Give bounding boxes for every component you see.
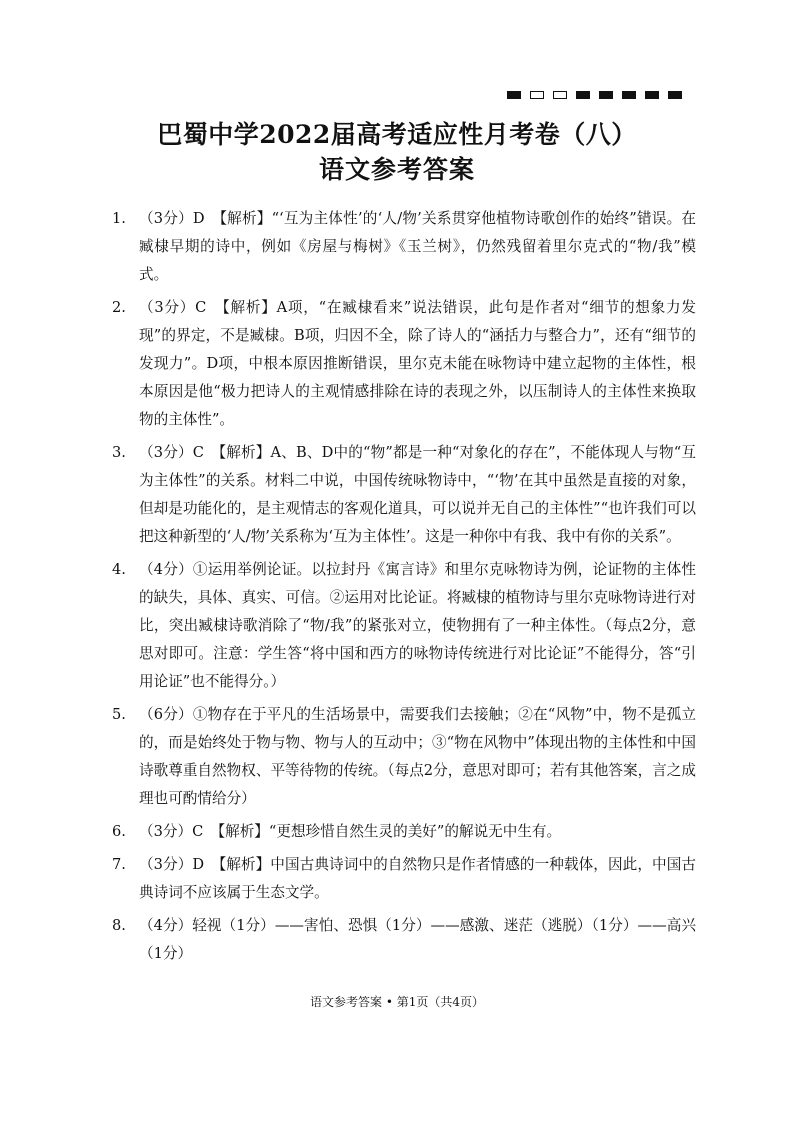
answer-number: 4. bbox=[112, 561, 126, 578]
page-footer: 语文参考答案 • 第1页（共4页） bbox=[310, 995, 484, 1009]
filled-square-mark bbox=[668, 91, 682, 99]
answer-text: （4分）轻视（1分）——害怕、恐惧（1分）——感激、迷茫（逃脱）（1分）——高兴（1分） bbox=[139, 917, 696, 962]
answer-number: 8. bbox=[112, 917, 126, 934]
answer-item-3 bbox=[112, 439, 696, 551]
answer-text: （4分）①运用举例论证。以拉封丹《寓言诗》和里尔克咏物诗为例，论证物的主体性的缺失，具体、真实、可信。②运用对比论证。将臧棣的植物诗与里尔克咏物诗进行对比，突出臧棣诗歌消除了“物/我”的紧张对立，使物拥有了一种主体性。（每点2分，意思对即可。注意：学生答“将中国和西方的咏物诗传统进行对比论证”不能得分，答“引用论证”也不能得分。） bbox=[139, 561, 696, 690]
answer-list bbox=[112, 205, 696, 973]
answer-item-6 bbox=[112, 818, 696, 846]
answer-text: （6分）①物存在于平凡的生活场景中，需要我们去接触；②在“风物”中，物不是孤立的，而是始终处于物与物、物与人的互动中；③“物在风物中”体现出物的主体性和中国诗歌尊重自然物权、平等待物的传统。（每点2分，意思对即可；若有其他答案，言之成理也可酌情给分） bbox=[139, 706, 696, 807]
answer-number: 2. bbox=[112, 299, 126, 316]
filled-square-mark bbox=[507, 91, 521, 99]
answer-text: （3分）C 【解析】A项，“在臧棣看来”说法错误，此句是作者对“细节的想象力发现”的界定，不是臧棣。B项，归因不全，除了诗人的“涵括力与整合力”，还有“细节的发现力”。D项，中根本原因推断错误，里尔克未能在咏物诗中建立起物的主体性，根本原因是他“极力把诗人的主观情感排除在诗的表现之外，以压制诗人的主体性来换取物的主体性”。 bbox=[139, 299, 696, 428]
answer-number: 7. bbox=[112, 856, 126, 873]
filled-square-mark bbox=[576, 91, 590, 99]
answer-number: 1. bbox=[112, 210, 126, 227]
empty-square-mark bbox=[553, 91, 567, 99]
answer-item-7 bbox=[112, 851, 696, 907]
filled-square-mark bbox=[599, 91, 613, 99]
answer-text: （3分）C 【解析】A、B、D中的“物”都是一种“对象化的存在”，不能体现人与物“互为主体性”的关系。材料二中说，中国传统咏物诗中，“‘物’在其中虽然是直接的对象，但却是功能化的，是主观情志的客观化道具，可以说并无自己的主体性”“也许我们可以把这种新型的‘人/物’关系称为‘互为主体性’。这是一种你中有我、我中有你的关系”。 bbox=[139, 444, 696, 545]
empty-square-mark bbox=[530, 91, 544, 99]
answer-item-4 bbox=[112, 556, 696, 696]
answer-number: 6. bbox=[112, 823, 126, 840]
answer-item-1 bbox=[112, 205, 696, 289]
answer-item-8 bbox=[112, 912, 696, 968]
answer-item-2 bbox=[112, 294, 696, 434]
answer-text: （3分）D 【解析】“‘互为主体性’的‘人/物’关系贯穿他植物诗歌创作的始终”错误。在臧棣早期的诗中，例如《房屋与梅树》《玉兰树》，仍然残留着里尔克式的“物/我”模式。 bbox=[139, 210, 696, 283]
answer-number: 3. bbox=[112, 444, 126, 461]
answer-text: （3分）C 【解析】“更想珍惜自然生灵的美好”的解说无中生有。 bbox=[139, 823, 562, 840]
filled-square-mark bbox=[622, 91, 636, 99]
answer-number: 5. bbox=[112, 706, 126, 723]
page-subtitle: 语文参考答案 bbox=[318, 155, 475, 184]
answer-item-5 bbox=[112, 701, 696, 813]
filled-square-mark bbox=[645, 91, 659, 99]
header-marks bbox=[507, 91, 682, 99]
answer-text: （3分）D 【解析】中国古典诗词中的自然物只是作者情感的一种载体，因此，中国古典诗词不应该属于生态文学。 bbox=[139, 856, 696, 901]
page-title: 巴蜀中学2022届高考适应性月考卷（八） bbox=[157, 120, 637, 149]
